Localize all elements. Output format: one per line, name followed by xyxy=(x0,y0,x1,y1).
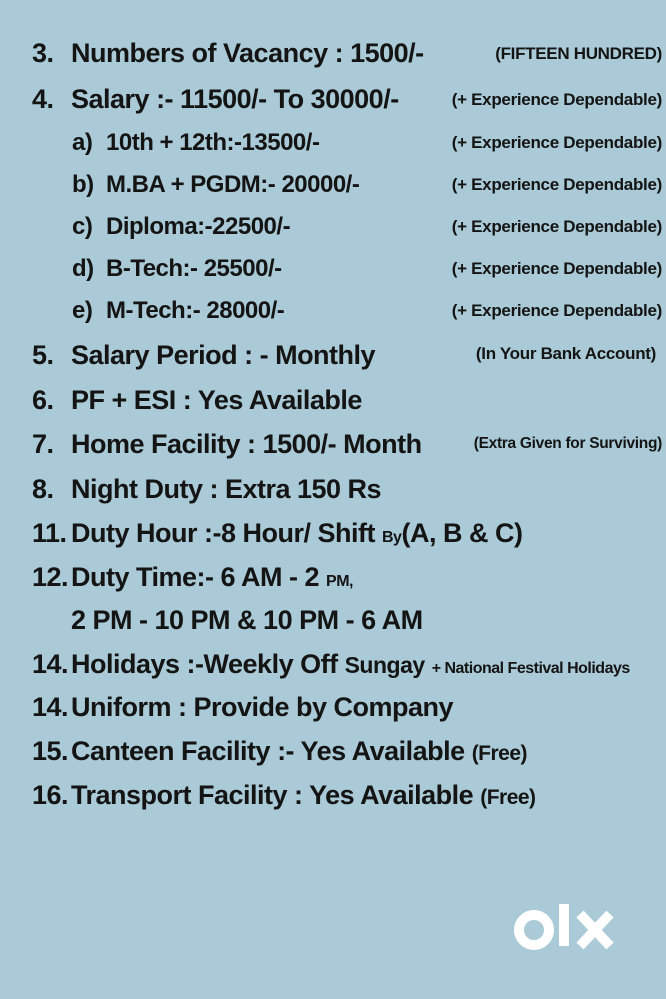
item-note: (+ Experience Dependable) xyxy=(451,175,662,194)
item-small-text: By xyxy=(382,529,402,546)
item-text: Numbers of Vacancy : 1500/- xyxy=(71,38,424,68)
item-note: (+ Experience Dependable) xyxy=(451,259,662,278)
item-small-text: PM, xyxy=(326,573,353,590)
item-text-group xyxy=(71,736,527,767)
item-note: (In Your Bank Account) xyxy=(475,344,656,363)
item-text: Transport Facility : Yes Available xyxy=(71,780,474,810)
item-number: 11. xyxy=(32,518,67,548)
item-number: 16. xyxy=(32,780,69,810)
item-text: Duty Time:- 6 AM - 2 xyxy=(71,562,320,592)
item-text: 2 PM - 10 PM & 10 PM - 6 AM xyxy=(71,605,423,635)
item-text: Diploma:-22500/- xyxy=(106,213,291,240)
item-number: c) xyxy=(72,213,93,240)
item-text: Canteen Facility :- Yes Available xyxy=(71,736,465,766)
item-number: 7. xyxy=(32,429,54,459)
item-text: 10th + 12th:-13500/- xyxy=(106,129,320,156)
item-number: 14. xyxy=(32,649,69,679)
item-number: a) xyxy=(72,129,93,156)
item-text: Salary :- 11500/- To 30000/- xyxy=(71,84,399,114)
item-text: M-Tech:- 28000/- xyxy=(106,297,285,324)
item-text-group xyxy=(71,780,536,811)
item-note: (+ Experience Dependable) xyxy=(451,90,662,109)
item-note: (+ Experience Dependable) xyxy=(451,217,662,236)
item-text-group xyxy=(71,518,522,549)
item-note: (+ Experience Dependable) xyxy=(451,301,662,320)
item-number: e) xyxy=(72,297,93,324)
item-small-text: (Free) xyxy=(480,786,536,809)
item-number: 4. xyxy=(32,84,54,114)
item-number: 15. xyxy=(32,736,69,766)
item-small-text: (Free) xyxy=(471,742,528,765)
item-number: 8. xyxy=(32,474,54,504)
item-text: Night Duty : Extra 150 Rs xyxy=(71,474,382,504)
item-number: 6. xyxy=(32,385,54,415)
item-text: Holidays :-Weekly Off xyxy=(71,649,338,679)
item-number: b) xyxy=(72,171,94,198)
item-text-group xyxy=(71,649,630,680)
item-text: B-Tech:- 25500/- xyxy=(106,255,282,282)
item-number: 12. xyxy=(32,562,69,592)
item-note: (Extra Given for Surviving) xyxy=(473,435,662,452)
item-text: Uniform : Provide by Company xyxy=(71,692,454,722)
item-number: 5. xyxy=(32,340,54,370)
item-number: 14. xyxy=(32,692,69,722)
item-tail-text: (A, B & C) xyxy=(401,518,523,548)
item-note: (FIFTEEN HUNDRED) xyxy=(495,44,662,63)
item-text: M.BA + PGDM:- 20000/- xyxy=(106,171,360,198)
item-text: Salary Period : - Monthly xyxy=(71,340,376,370)
olx-logo-icon xyxy=(512,898,632,968)
item-text: Duty Hour :-8 Hour/ Shift xyxy=(71,518,375,548)
item-text-group xyxy=(71,562,353,593)
item-number: 3. xyxy=(32,38,54,68)
item-text: Home Facility : 1500/- Month xyxy=(71,429,422,459)
item-text: PF + ESI : Yes Available xyxy=(71,385,362,415)
item-number: d) xyxy=(72,255,94,282)
item-note: (+ Experience Dependable) xyxy=(451,133,662,152)
item-small-text: + National Festival Holidays xyxy=(431,660,630,677)
item-tail-text: Sungay xyxy=(344,652,425,678)
